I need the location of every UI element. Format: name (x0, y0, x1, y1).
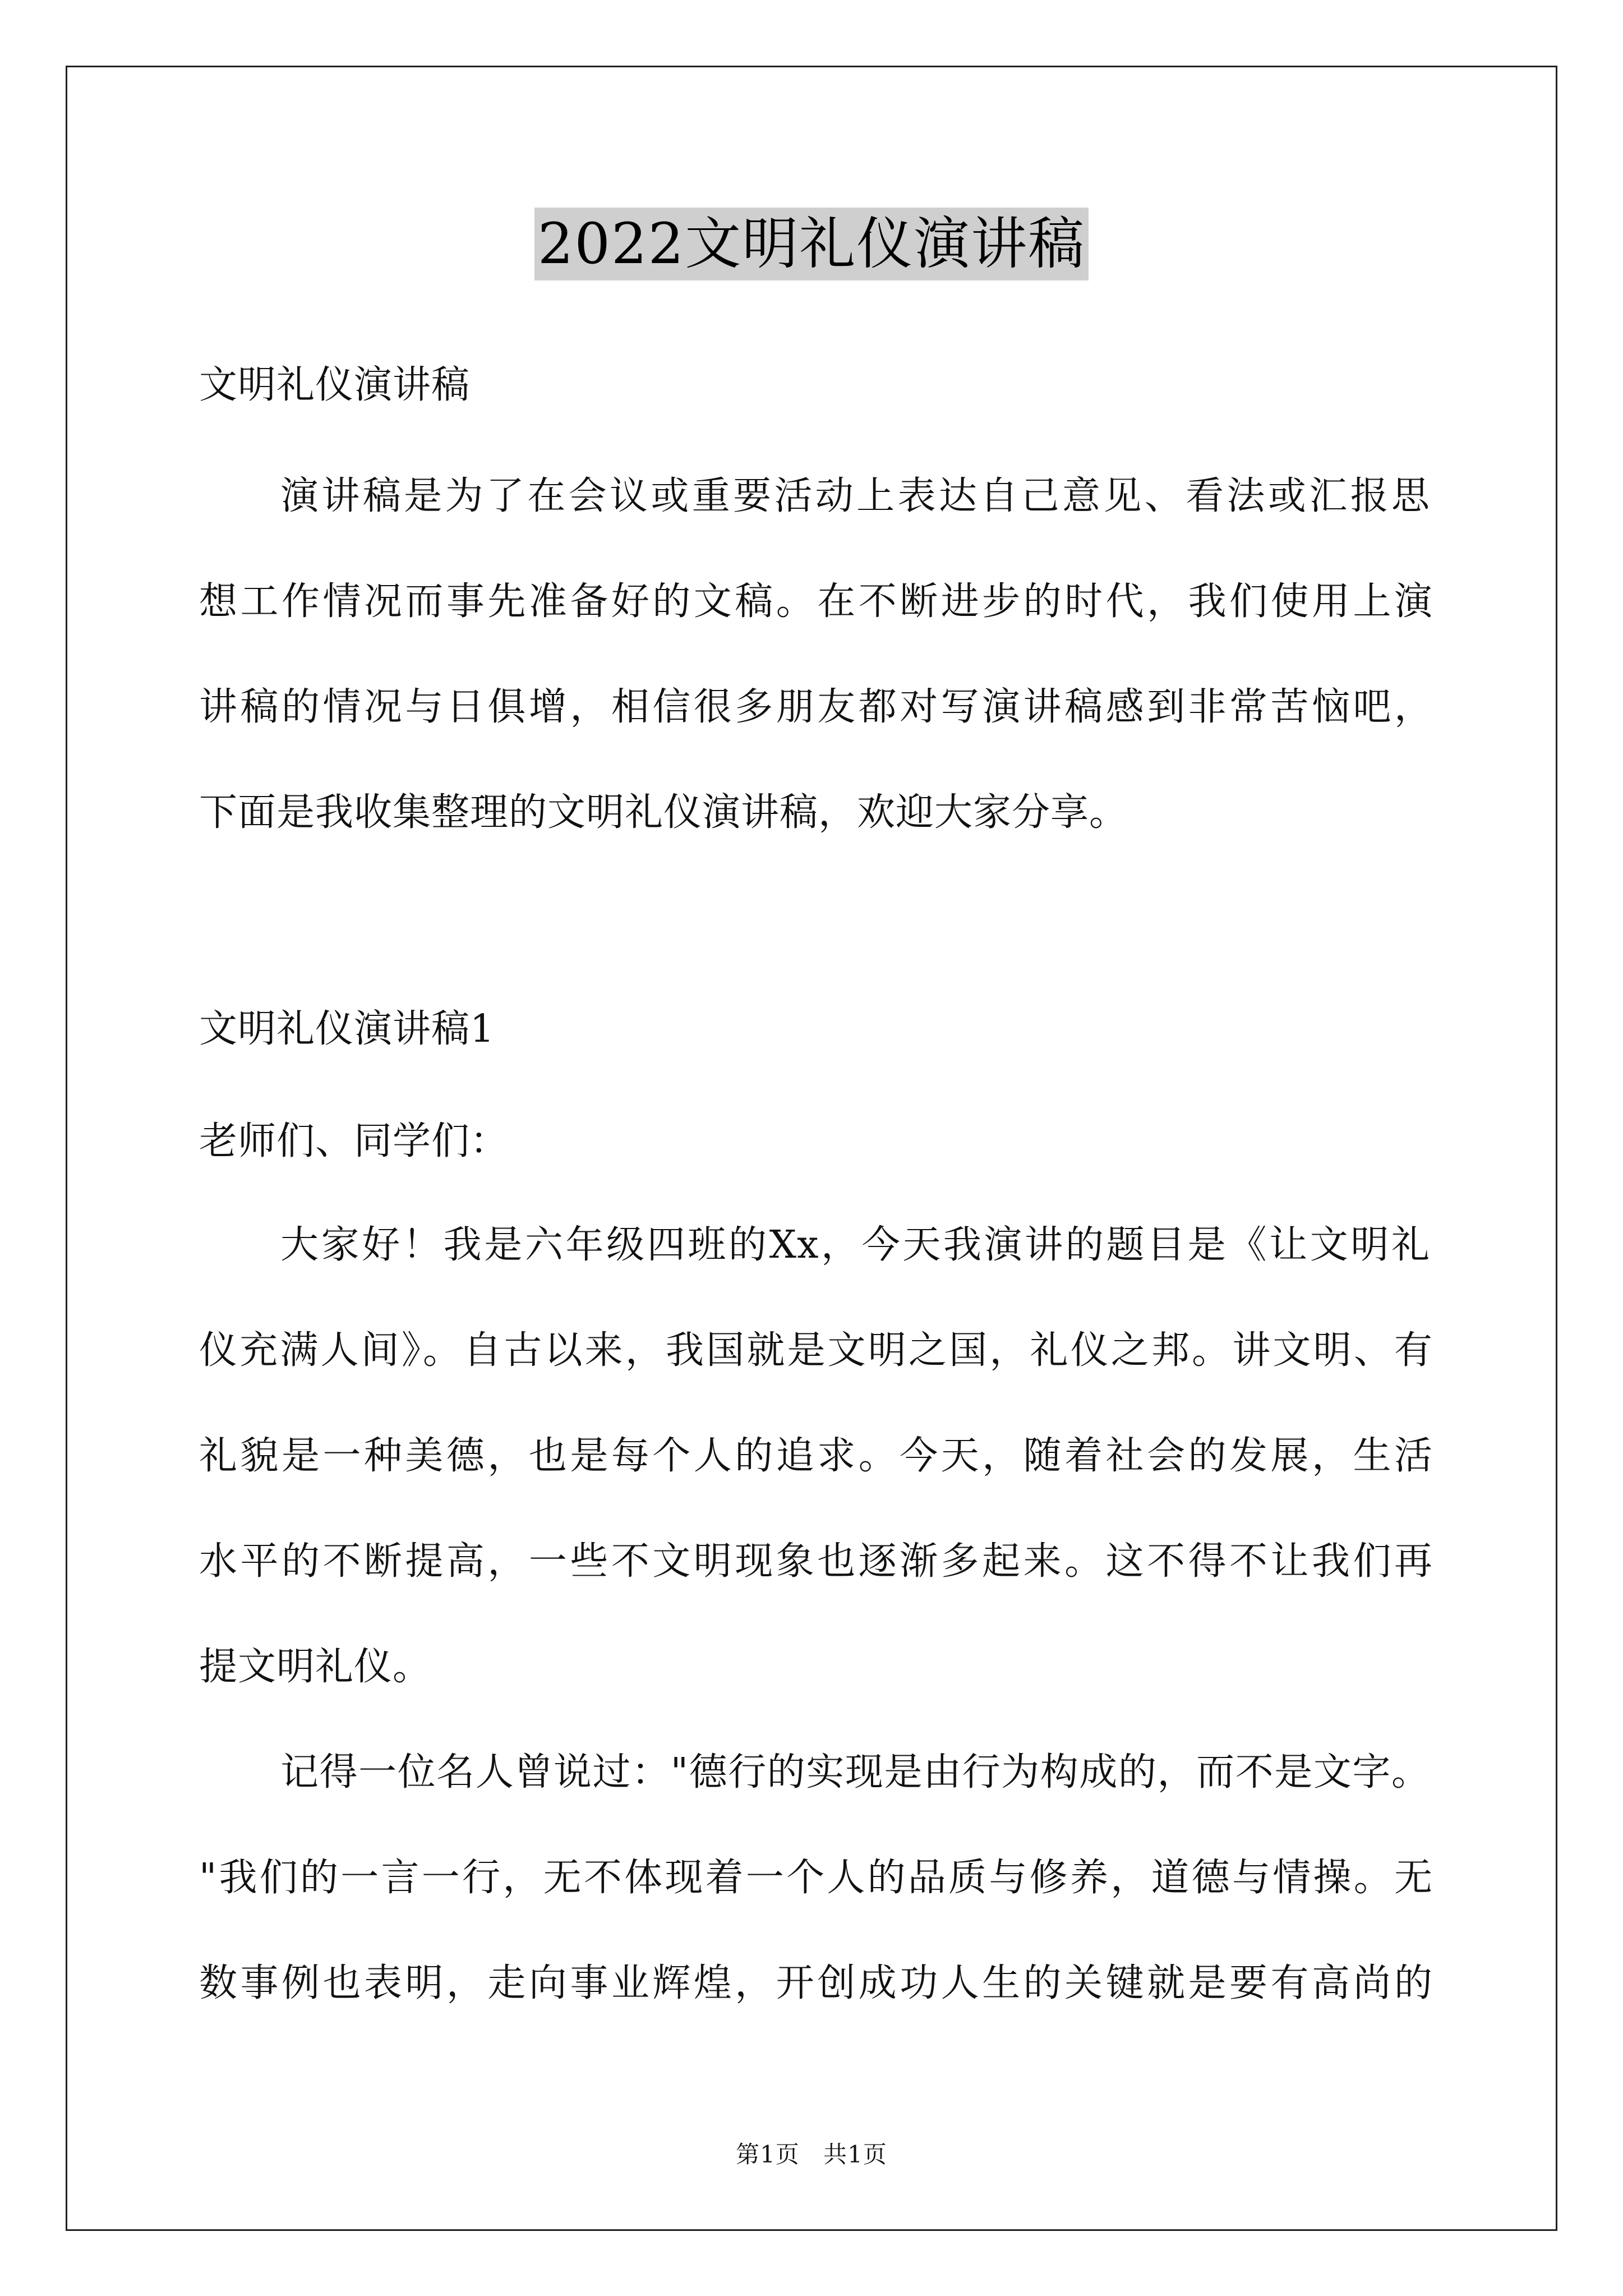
paragraph-line: 下面是我收集整理的文明礼仪演讲稿，欢迎大家分享。 (199, 790, 1128, 835)
paragraph-line: 讲稿的情况与日俱增，相信很多朋友都对写演讲稿感到非常苦恼吧， (199, 685, 1433, 729)
document-title: 2022文明礼仪演讲稿 (534, 208, 1089, 280)
page-total: 共1页 (823, 2141, 887, 2168)
salutation: 老师们、同学们： (199, 1119, 509, 1163)
paragraph-line: 礼貌是一种美德，也是每个人的追求。今天，随着社会的发展，生活 (199, 1434, 1433, 1478)
paragraph-line: 演讲稿是为了在会议或重要活动上表达自己意见、看法或汇报思 (280, 474, 1430, 518)
paragraph-line: 水平的不断提高，一些不文明现象也逐渐多起来。这不得不让我们再 (199, 1539, 1433, 1584)
section-heading: 文明礼仪演讲稿 (199, 363, 471, 407)
paragraph-line: 大家好！我是六年级四班的Xx，今天我演讲的题目是《让文明礼 (280, 1223, 1430, 1267)
paragraph-line: "我们的一言一行，无不体现着一个人的品质与修养，道德与情操。无 (199, 1856, 1433, 1900)
paragraph-line: 仪充满人间》。自古以来，我国就是文明之国，礼仪之邦。讲文明、有 (199, 1328, 1433, 1373)
paragraph-line: 记得一位名人曾说过："德行的实现是由行为构成的，而不是文字。 (280, 1750, 1430, 1795)
page-number: 第1页 (736, 2141, 800, 2168)
paragraph-line: 提文明礼仪。 (199, 1645, 432, 1689)
paragraph-line: 想工作情况而事先准备好的文稿。在不断进步的时代，我们使用上演 (199, 579, 1433, 624)
title-container (0, 208, 1623, 280)
section-heading: 文明礼仪演讲稿1 (199, 1007, 495, 1051)
page-footer (0, 2136, 1623, 2170)
paragraph-line: 数事例也表明，走向事业辉煌，开创成功人生的关键就是要有高尚的 (199, 1961, 1433, 2005)
